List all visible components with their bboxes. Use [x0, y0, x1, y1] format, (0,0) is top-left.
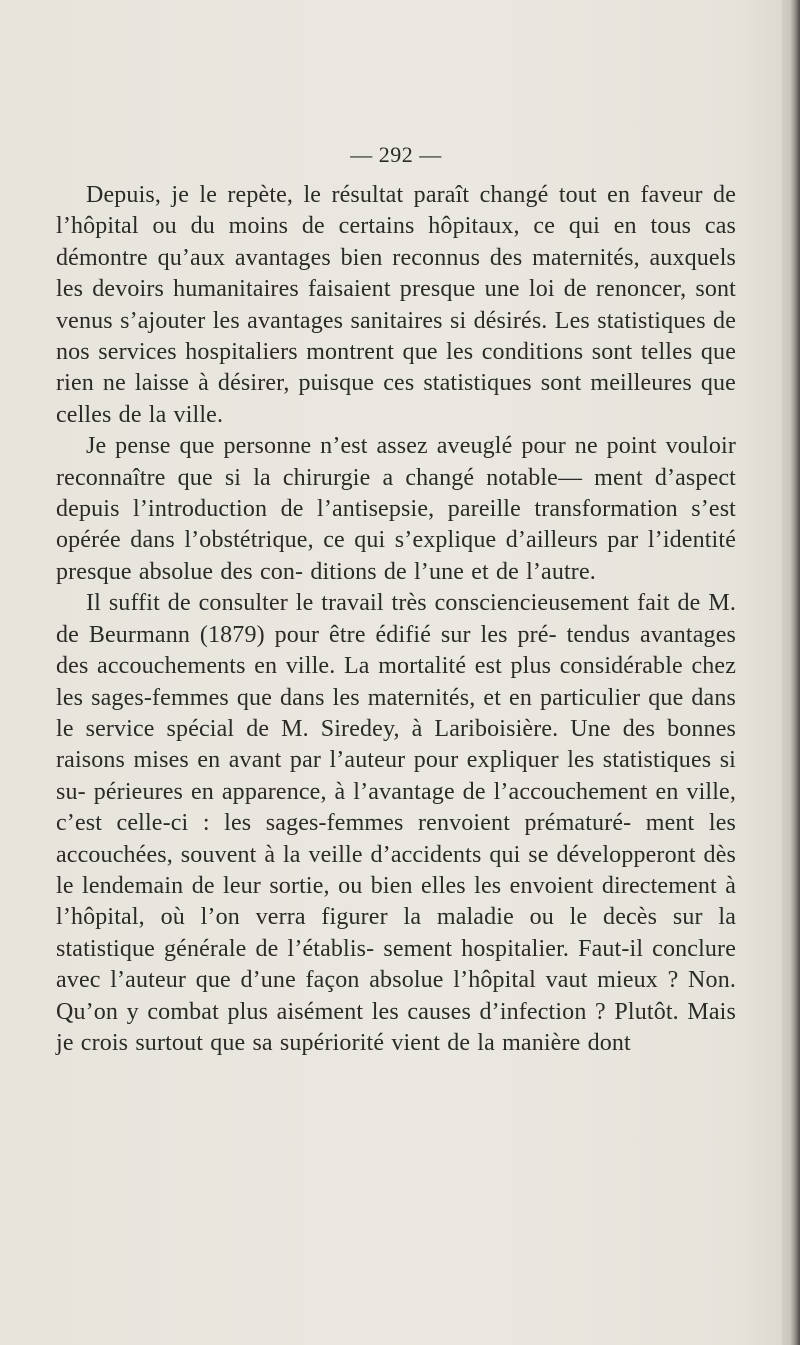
page-edge-shadow	[782, 0, 800, 1345]
page-content	[56, 142, 736, 1059]
paragraph-2: Je pense que personne n’est assez aveuglé pour ne point vouloir reconnaître que si la chirurgie a changé notable— ment d’aspect depuis l’introduction de l’antisepsie, pareille transformation s’est opérée dans l’obstétrique, ce qui s’explique d’ailleurs par l’identité presque absolue des con- ditions de l’une et de l’autre.	[56, 433, 736, 585]
paragraph-3: Il suffit de consulter le travail très consciencieusement fait de M. de Beurmann (1879) pour être édifié sur les pré- tendus avantages des accouchements en ville. La mortalité est plus considérable chez les sages-femmes que dans les maternités, et en particulier que dans le service spécial de M. Siredey, à Lariboisière. Une des bonnes raisons mises en avant par l’auteur pour expliquer les statistiques si su- périeures en apparence, à l’avantage de l’accouchement en ville, c’est celle-ci : les sages-femmes renvoient prématuré- ment les accouchées, souvent à la veille d’accidents qui se développeront dès le lendemain de leur sortie, ou bien elles les envoient directement à l’hôpital, où l’on verra figurer la maladie ou le decès sur la statistique générale de l’établis- sement hospitalier. Faut-il conclure avec l’auteur que d’une façon absolue l’hôpital vaut mieux ? Non. Qu’on y combat plus aisément les causes d’infection ? Plutôt. Mais je crois surtout que sa supériorité vient de la manière dont	[56, 590, 736, 1056]
paragraph-1: Depuis, je le repète, le résultat paraît changé tout en faveur de l’hôpital ou du moins de certains hôpitaux, ce qui en tous cas démontre qu’aux avantages bien reconnus des maternités, auxquels les devoirs humanitaires faisaient presque une loi de renoncer, sont venus s’ajouter les avantages sanitaires si désirés. Les statistiques de nos services hospitaliers montrent que les conditions sont telles que rien ne laisse à désirer, puisque ces statistiques sont meilleures que celles de la ville.	[56, 182, 736, 428]
page-number: — 292 —	[350, 142, 442, 167]
